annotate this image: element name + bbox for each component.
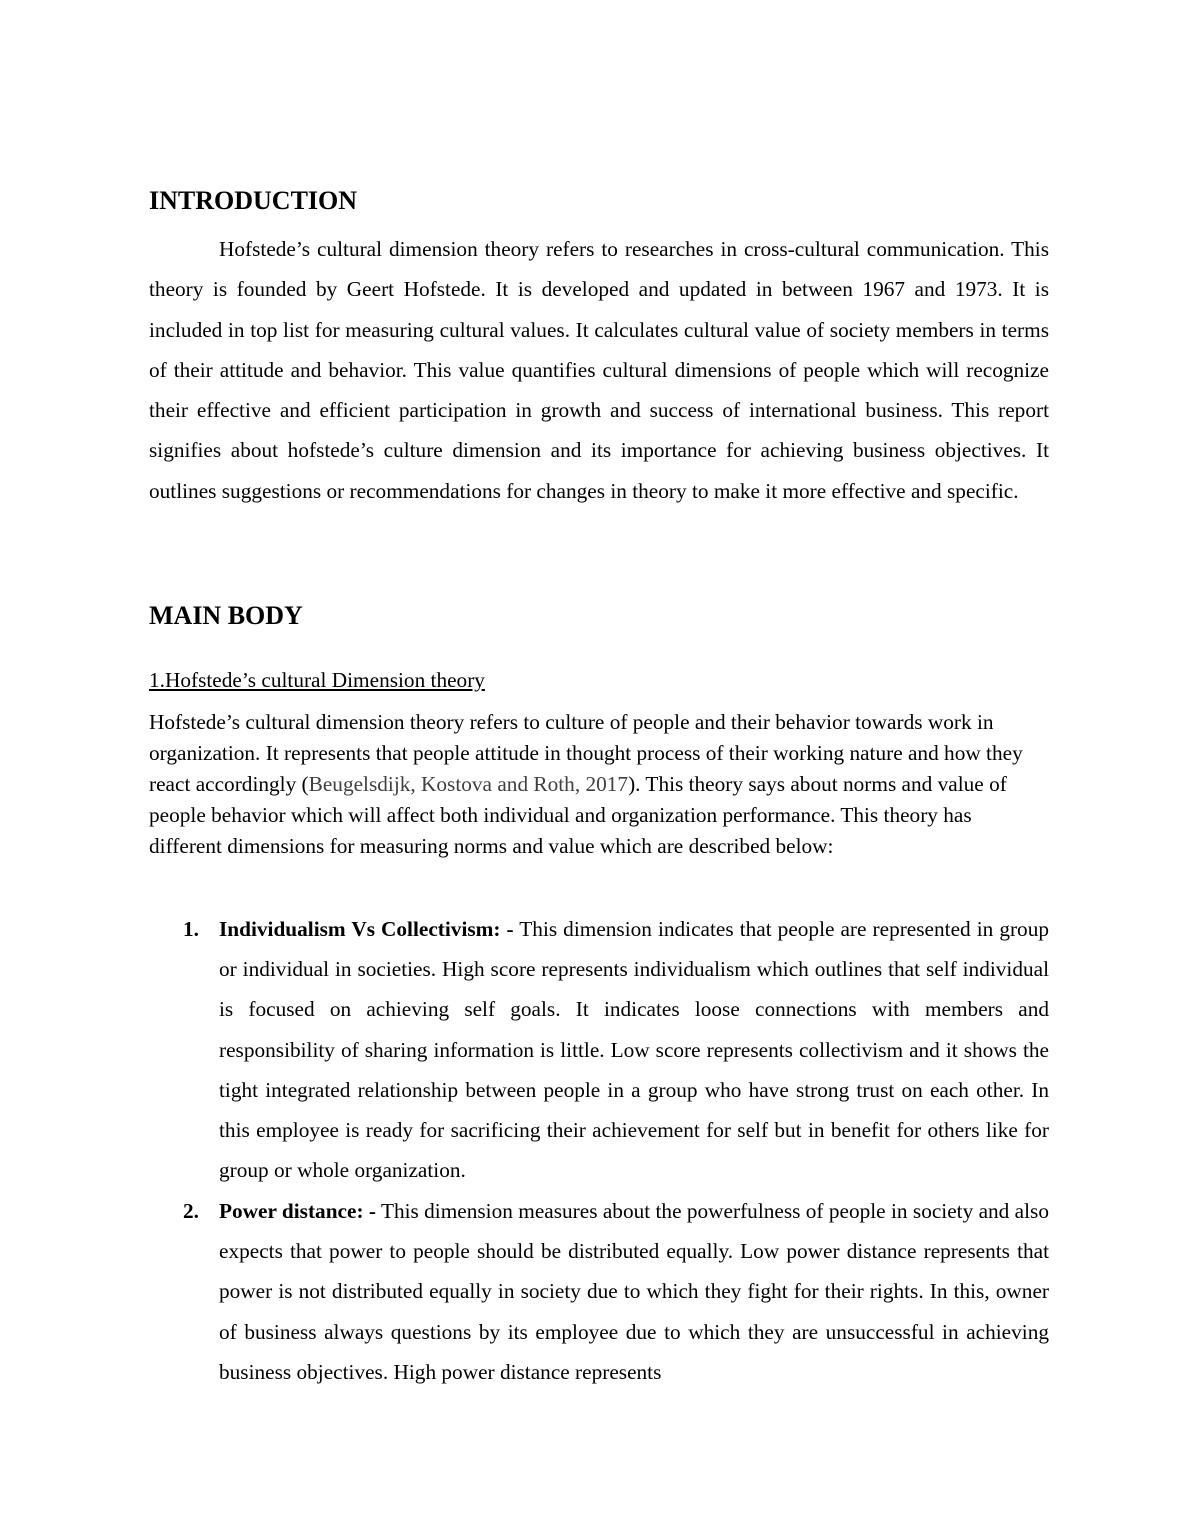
introduction-heading: INTRODUCTION: [149, 186, 358, 215]
list-item-number: 2.: [183, 1199, 199, 1223]
list-item-lead: Power distance: -: [219, 1199, 376, 1223]
theory-paragraph-text: Hofstede’s cultural dimension theory refers to culture of people and their behavior towards work in organization. It represents that people attitude in thought process of their working nature and how they react accordingly (: [149, 710, 1023, 796]
introduction-paragraph: Hofstede’s cultural dimension theory refers to researches in cross-cultural communication. This theory is founded by Geert Hofstede. It is developed and updated in between 1967 and 1973. It is included in top list for measuring cultural values. It calculates cultural value of society members in terms of their attitude and behavior. This value quantifies cultural dimensions of people which will recognize their effective and efficient participation in growth and success of international business. This report signifies about hofstede’s culture dimension and its importance for achieving business objectives. It outlines suggestions or recommendations for changes in theory to make it more effective and specific.: [149, 237, 1049, 503]
section-heading: 1.Hofstede’s cultural Dimension theory: [149, 668, 485, 692]
list-item-body: This dimension measures about the powerfulness of people in society and also expects that power to people should be distributed equally. Low power distance represents that power is not distributed equally in society due to which they fight for their rights. In this, owner of business always questions by its employee due to which they are unsuccessful in achieving business objectives. High power distance represents: [219, 1199, 1049, 1384]
list-item-text: [219, 1191, 1049, 1392]
citation: Beugelsdijk, Kostova and Roth, 2017: [308, 772, 629, 796]
main-body-heading: MAIN BODY: [149, 601, 303, 630]
list-item-text: [219, 909, 1049, 1190]
theory-paragraph: [149, 707, 1049, 862]
list-item-lead: Individualism Vs Collectivism: -: [219, 917, 514, 941]
list-item-body: This dimension indicates that people are represented in group or individual in societies. High score represents individualism which outlines that self individual is focused on achieving self goals. It indicates loose connections with members and responsibility of sharing information is little. Low score represents collectivism and it shows the tight integrated relationship between people in a group who have strong trust on each other. In this employee is ready for sacrificing their achievement for self but in benefit for others like for group or whole organization.: [219, 917, 1049, 1183]
list-item-number: 1.: [183, 917, 199, 941]
theory-paragraph-text-end: ). This theory says about norms and value of people behavior which will affect both individual and organization performance. This theory has different dimensions for measuring norms and value which are described below:: [149, 772, 1007, 858]
